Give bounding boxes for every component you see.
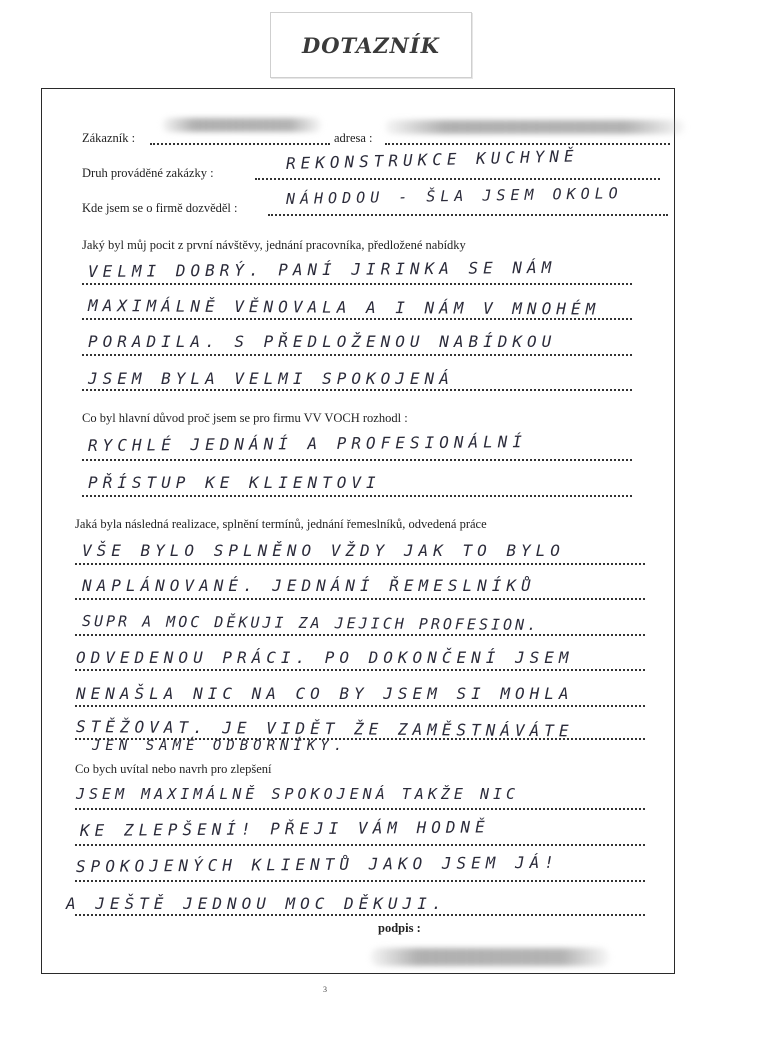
order-type-line <box>255 178 660 180</box>
answer-line <box>82 318 632 320</box>
address-label: adresa : <box>334 131 373 145</box>
answer-3-line-1: VŠE BYLO SPLNĚNO VŽDY JAK TO BYLO <box>82 541 565 560</box>
answer-3-line-4: ODVEDENOU PRÁCI. PO DOKONČENÍ JSEM <box>76 648 574 667</box>
page-title: DOTAZNÍK <box>302 33 440 58</box>
question-1: Jaký byl můj pocit z první návštěvy, jednání pracovníka, předložené nabídky <box>82 238 466 252</box>
answer-3-line-2: NAPLÁNOVANÉ. JEDNÁNÍ ŘEMESLNÍKŮ <box>82 576 536 595</box>
answer-line <box>82 389 632 391</box>
header-box <box>270 12 472 78</box>
signature-redacted <box>370 948 610 966</box>
customer-line <box>150 143 330 145</box>
page-number: 3 <box>323 985 327 994</box>
found-label: Kde jsem se o firmě dozvěděl : <box>82 201 238 215</box>
question-4: Co bych uvítal nebo navrh pro zlepšení <box>75 762 272 776</box>
answer-line <box>75 598 645 600</box>
address-redacted <box>385 120 685 134</box>
answer-line <box>75 669 645 671</box>
answer-line <box>75 914 645 916</box>
found-value: NÁHODOU - ŠLA JSEM OKOLO <box>285 184 623 208</box>
answer-1-line-3: PORADILA. S PŘEDLOŽENOU NABÍDKOU <box>88 332 557 351</box>
answer-line <box>75 880 645 882</box>
answer-3-line-5: NENAŠLA NIC NA CO BY JSEM SI MOHLA <box>76 684 574 703</box>
order-type-label: Druh prováděné zakázky : <box>82 166 214 180</box>
signature-label: podpis : <box>378 921 421 935</box>
answer-line <box>75 634 645 636</box>
answer-4-line-3: SPOKOJENÝCH KLIENTŮ JAKO JSEM JÁ! <box>75 852 559 876</box>
answer-line <box>75 705 645 707</box>
customer-label: Zákazník : <box>82 131 136 145</box>
answer-2-line-1: RYCHLÉ JEDNÁNÍ A PROFESIONÁLNÍ <box>87 432 528 455</box>
answer-line <box>82 354 632 356</box>
answer-line <box>82 459 632 461</box>
customer-redacted <box>162 118 322 132</box>
answer-3-line-6: STĚŽOVAT. JE VIDĚT ŽE ZAMĚSTNÁVÁTE <box>75 717 574 741</box>
answer-1-line-2: MAXIMÁLNĚ VĚNOVALA A I NÁM V MNOHÉM <box>87 296 601 319</box>
order-type-value: REKONSTRUKCE KUCHYNĚ <box>285 146 579 173</box>
question-3: Jaká byla následná realizace, splnění termínů, jednání řemeslníků, odvedená práce <box>75 517 487 531</box>
found-line <box>268 214 668 216</box>
answer-4-line-2: KE ZLEPŠENÍ! PŘEJI VÁM HODNĚ <box>79 817 490 840</box>
answer-1-line-4: JSEM BYLA VELMI SPOKOJENÁ <box>88 369 454 388</box>
answer-4-line-1: JSEM MAXIMÁLNĚ SPOKOJENÁ TAKŽE NIC <box>76 785 520 803</box>
answer-line <box>75 808 645 810</box>
answer-4-line-4: A JEŠTĚ JEDNOU MOC DĚKUJI. <box>66 894 447 913</box>
answer-line <box>75 844 645 846</box>
question-2: Co byl hlavní důvod proč jsem se pro firmu VV VOCH rozhodl : <box>82 411 408 425</box>
answer-line <box>82 283 632 285</box>
answer-2-line-2: PŘÍSTUP KE KLIENTOVI <box>88 473 381 492</box>
answer-3-line-3: SUPR A MOC DĚKUJI ZA JEJICH PROFESION. <box>81 612 540 634</box>
answer-line <box>75 563 645 565</box>
answer-3-line-7: JEN SAMÉ ODBORNÍKY. <box>92 738 348 754</box>
answer-1-line-1: VELMI DOBRÝ. PANÍ JIRINKA SE NÁM <box>87 257 557 281</box>
answer-line <box>82 495 632 497</box>
address-line <box>385 143 670 145</box>
